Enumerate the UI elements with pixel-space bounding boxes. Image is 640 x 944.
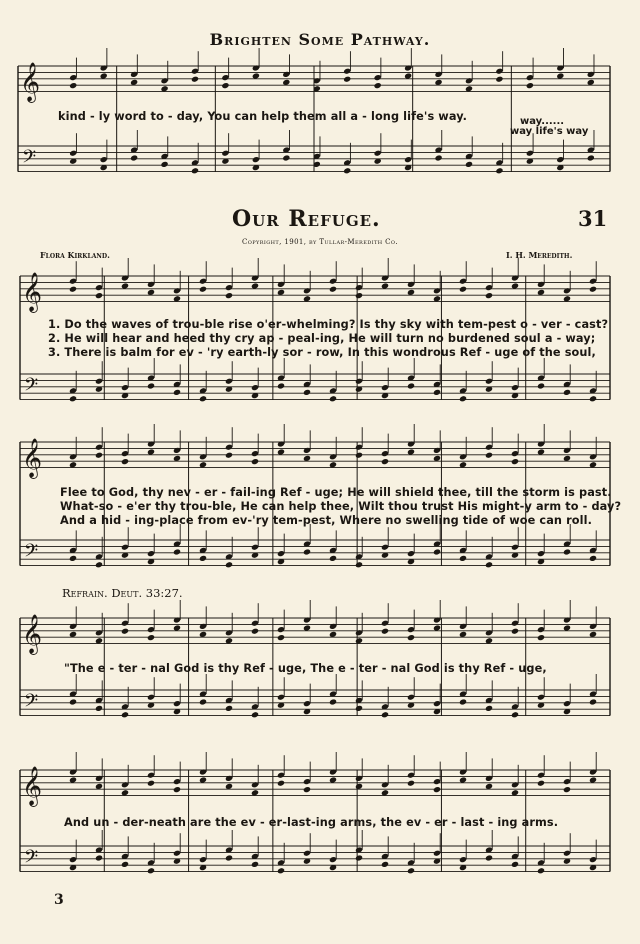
note-head [435,154,443,161]
note-head [95,561,103,568]
note-head [381,628,389,635]
note-head [277,634,285,641]
note-head [537,780,545,787]
note-head [69,555,77,562]
top-hymn-lyric: kind - ly word to - day, You can help them all a - long life's way. [58,110,468,123]
note-head [589,395,597,402]
note-head [537,382,545,389]
note-head [147,382,155,389]
note-head [563,786,571,793]
note-head [225,705,233,712]
treble-clef-icon: 𝄞 [22,438,43,478]
note-head [485,561,493,568]
bass-clef-icon: 𝄢 [24,541,39,566]
note-head [563,389,571,396]
note-head [537,867,545,874]
bass-clef-icon: 𝄢 [24,375,39,400]
note-head [199,286,207,293]
treble-clef-icon: 𝄞 [20,62,41,102]
note-head [69,286,77,293]
note-head [589,286,597,293]
note-head [537,634,545,641]
note-head [511,711,519,718]
note-head [381,711,389,718]
note-head [343,76,351,83]
refrain-label: Refrain. Deut. 33:27. [62,586,183,600]
note-head [329,286,337,293]
note-head [199,555,207,562]
music-by: I. H. Meredith. [506,250,573,260]
note-head [485,292,493,299]
note-head [251,711,259,718]
note-head [407,780,415,787]
top-hymn-ending-lower: way life's way [510,126,589,137]
note-head [589,698,597,705]
verse-1-line-2: Flee to God, thy nev - er - fail-ing Ref - uge; He will shield thee, till the storm is past. [60,486,612,499]
note-head [147,780,155,787]
note-head [495,167,503,174]
note-head [121,711,129,718]
note-head [407,634,415,641]
note-head [381,458,389,465]
note-head [161,161,169,168]
note-head [459,698,467,705]
note-head [511,458,519,465]
note-head [225,561,233,568]
copyright-line: Copyright, 1901, by Tullar-Meredith Co. [241,238,399,246]
note-head [459,286,467,293]
note-head [225,292,233,299]
note-head [329,395,337,402]
hymn-number: 31 [578,206,608,231]
note-head [465,161,473,168]
note-head [355,705,363,712]
note-head [563,548,571,555]
note-head [95,705,103,712]
treble-clef-icon: 𝄞 [22,614,43,654]
bass-clef-icon: 𝄢 [22,147,37,172]
note-head [251,628,259,635]
note-head [485,854,493,861]
note-head [251,458,259,465]
bass-clef-icon: 𝄢 [24,691,39,716]
note-head [173,786,181,793]
note-head [511,861,519,868]
note-head [251,861,259,868]
words-by: Flora Kirkland. [40,250,110,260]
note-head [199,395,207,402]
note-head [277,382,285,389]
note-head [485,705,493,712]
note-head [374,82,382,89]
note-head [433,548,441,555]
verse-3-line-1: 3. There is balm for ev - 'ry earth-ly sor - row, In this wondrous Ref - uge of the soul, [48,346,596,359]
top-hymn-title: Brighten Some Pathway. [209,30,431,49]
note-head [191,76,199,83]
bass-clef-icon: 𝄢 [24,847,39,872]
note-head [589,555,597,562]
note-head [191,167,199,174]
note-head [587,154,595,161]
hymn-title: Our Refuge. [232,206,381,232]
note-head [355,561,363,568]
note-head [130,154,138,161]
note-head [121,628,129,635]
top-hymn-ending-note: way...... [520,116,565,127]
note-head [147,634,155,641]
final-lyric: And un - der-neath are the ev - er-last-ing arms, the ev - er - last - ing arms. [64,816,559,829]
note-head [329,555,337,562]
note-head [303,786,311,793]
note-head [343,167,351,174]
note-head [199,698,207,705]
treble-clef-icon: 𝄞 [22,766,43,806]
note-head [277,780,285,787]
note-head [95,292,103,299]
note-head [95,854,103,861]
note-head [459,395,467,402]
note-head [147,867,155,874]
verse-1-line-1: 1. Do the waves of trou-ble rise o'er-whelming? Is thy sky with tem-pest o - ver - cast? [48,318,609,331]
treble-clef-icon: 𝄞 [22,272,43,312]
note-head [69,395,77,402]
note-head [303,389,311,396]
note-head [407,867,415,874]
note-head [173,548,181,555]
verse-2-line-2: What-so - e'er thy trou-ble, He can help thee, Wilt thou trust His might-y arm to - day? [60,500,622,513]
note-head [355,292,363,299]
note-head [433,389,441,396]
note-head [282,154,290,161]
note-head [459,555,467,562]
note-head [121,458,129,465]
note-head [485,452,493,459]
note-head [277,867,285,874]
note-head [329,698,337,705]
note-head [69,698,77,705]
note-head [407,382,415,389]
note-head [511,628,519,635]
note-head [495,76,503,83]
note-head [95,452,103,459]
note-head [121,861,129,868]
note-head [381,861,389,868]
verse-3-line-2: And a hid - ing-place from ev-'ry tem-pest, Where no swelling tide of woe can roll. [60,514,592,527]
page-number: 3 [54,892,64,908]
verse-2-line-1: 2. He will hear and heed thy cry ap - peal-ing, He will turn no burdened soul a - way; [48,332,596,345]
note-head [221,82,229,89]
note-head [433,786,441,793]
note-head [69,82,77,89]
note-head [303,548,311,555]
refrain-lyric: "The e - ter - nal God is thy Ref - uge, The e - ter - nal God is thy Ref - uge, [64,662,547,675]
note-head [225,452,233,459]
note-head [526,82,534,89]
note-head [225,854,233,861]
note-head [355,854,363,861]
note-head [355,452,363,459]
note-head [173,389,181,396]
